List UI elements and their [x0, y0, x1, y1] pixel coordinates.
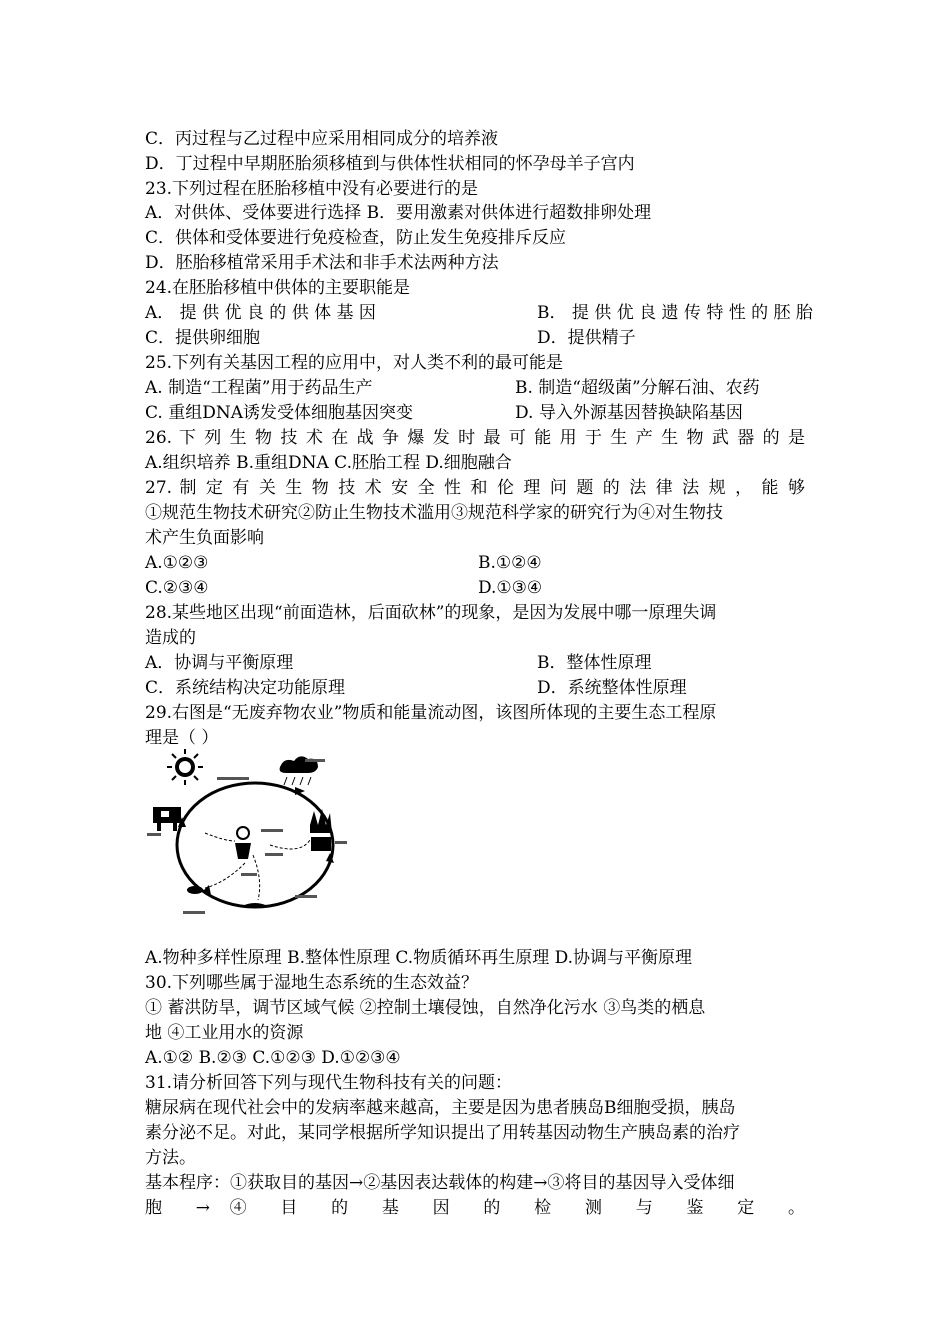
- soil-icon: [240, 903, 270, 907]
- person-icon: [235, 827, 251, 859]
- question-28-line2: 造成的: [145, 628, 196, 648]
- option-27a: A.①②③: [145, 553, 209, 573]
- question-31: 31.请分析回答下列与现代生物科技有关的问题：: [145, 1073, 513, 1093]
- option-23c: C．供体和受体要进行免疫检查，防止发生免疫排斥反应: [145, 228, 567, 248]
- option-25c: C. 重组DNA诱发受体细胞基因突变: [145, 403, 413, 423]
- option-24c: C．提供卵细胞: [145, 328, 261, 348]
- option-28c: C．系统结构决定功能原理: [145, 678, 346, 698]
- q31-procedure: 基本程序：①获取目的基因→②基因表达载体的构建→③将目的基因导入受体细: [145, 1173, 735, 1193]
- question-29-line2: 理是（ ）: [145, 728, 219, 748]
- option-24a: A． 提 供 优 良 的 供 体 基 因: [145, 303, 376, 323]
- question-25: 25.下列有关基因工程的应用中，对人类不利的最可能是: [145, 353, 564, 373]
- option-25a: A. 制造“工程菌”用于药品生产: [145, 378, 373, 398]
- cow-icon: [153, 807, 181, 831]
- q31-para-1: 糖尿病在现代社会中的发病率越来越高，主要是因为患者胰岛B细胞受损，胰岛: [145, 1098, 736, 1118]
- q31-procedure-2: 胞 → ④ 目 的 基 因 的 检 测 与 鉴 定 。: [145, 1198, 805, 1218]
- option-25b: B. 制造“超级菌”分解石油、农药: [515, 378, 760, 398]
- question-27: 27. 制 定 有 关 生 物 技 术 安 全 性 和 伦 理 问 题 的 法 律 法 规 ， 能 够: [145, 478, 805, 498]
- dashed-flows: [205, 833, 310, 900]
- eco-cycle-figure: [145, 745, 367, 925]
- option-28b: B．整体性原理: [537, 653, 652, 673]
- sun-icon: [167, 749, 203, 785]
- option-24b: B． 提 供 优 良 遗 传 特 性 的 胚 胎: [537, 303, 813, 323]
- question-30-items-2: 地 ④工业用水的资源: [145, 1023, 304, 1043]
- options-23-ab: A．对供体、受体要进行选择 B．要用激素对供体进行超数排卵处理: [145, 203, 652, 223]
- option-23d: D．胚胎移植常采用手术法和非手术法两种方法: [145, 253, 499, 273]
- option-27d: D.①③④: [478, 578, 543, 598]
- fish-icon: [187, 886, 203, 894]
- question-24: 24.在胚胎移植中供体的主要职能是: [145, 278, 411, 298]
- question-26: 26. 下 列 生 物 技 术 在 战 争 爆 发 时 最 可 能 用 于 生 产 生 物 武 器 的 是: [145, 428, 805, 448]
- options-26: A.组织培养 B.重组DNA C.胚胎工程 D.细胞融合: [145, 453, 512, 473]
- option-27b: B.①②④: [478, 553, 542, 573]
- q31-para-2: 素分泌不足。对此，某同学根据所学知识提出了用转基因动物生产胰岛素的治疗: [145, 1123, 740, 1143]
- question-29: 29.右图是“无废弃物农业”物质和能量流动图，该图所体现的主要生态工程原: [145, 703, 717, 723]
- q31-para-3: 方法。: [145, 1148, 196, 1168]
- option-28d: D．系统整体性原理: [537, 678, 687, 698]
- question-30-items: ① 蓄洪防旱，调节区域气候 ②控制土壤侵蚀，自然净化污水 ③鸟类的栖息: [145, 998, 706, 1018]
- options-30: A.①② B.②③ C.①②③ D.①②③④: [145, 1048, 401, 1068]
- question-30: 30.下列哪些属于湿地生态系统的生态效益？: [145, 973, 479, 993]
- crop-plant-icon: [310, 809, 332, 851]
- option-28a: A．协调与平衡原理: [145, 653, 294, 673]
- option-27c: C.②③④: [145, 578, 209, 598]
- question-23: 23.下列过程在胚胎移植中没有必要进行的是: [145, 179, 479, 199]
- option-22d: D．丁过程中早期胚胎须移植到与供体性状相同的怀孕母羊子宫内: [145, 154, 635, 174]
- question-27-line3: 术产生负面影响: [145, 528, 264, 548]
- question-28: 28.某些地区出现“前面造林，后面砍林”的现象，是因为发展中哪一原理失调: [145, 603, 717, 623]
- option-24d: D．提供精子: [537, 328, 636, 348]
- option-25d: D. 导入外源基因替换缺陷基因: [515, 403, 743, 423]
- options-29: A.物种多样性原理 B.整体性原理 C.物质循环再生原理 D.协调与平衡原理: [145, 948, 693, 968]
- question-27-line2: ①规范生物技术研究②防止生物技术滥用③规范科学家的研究行为④对生物技: [145, 503, 723, 523]
- option-22c: C．丙过程与乙过程中应采用相同成分的培养液: [145, 129, 499, 149]
